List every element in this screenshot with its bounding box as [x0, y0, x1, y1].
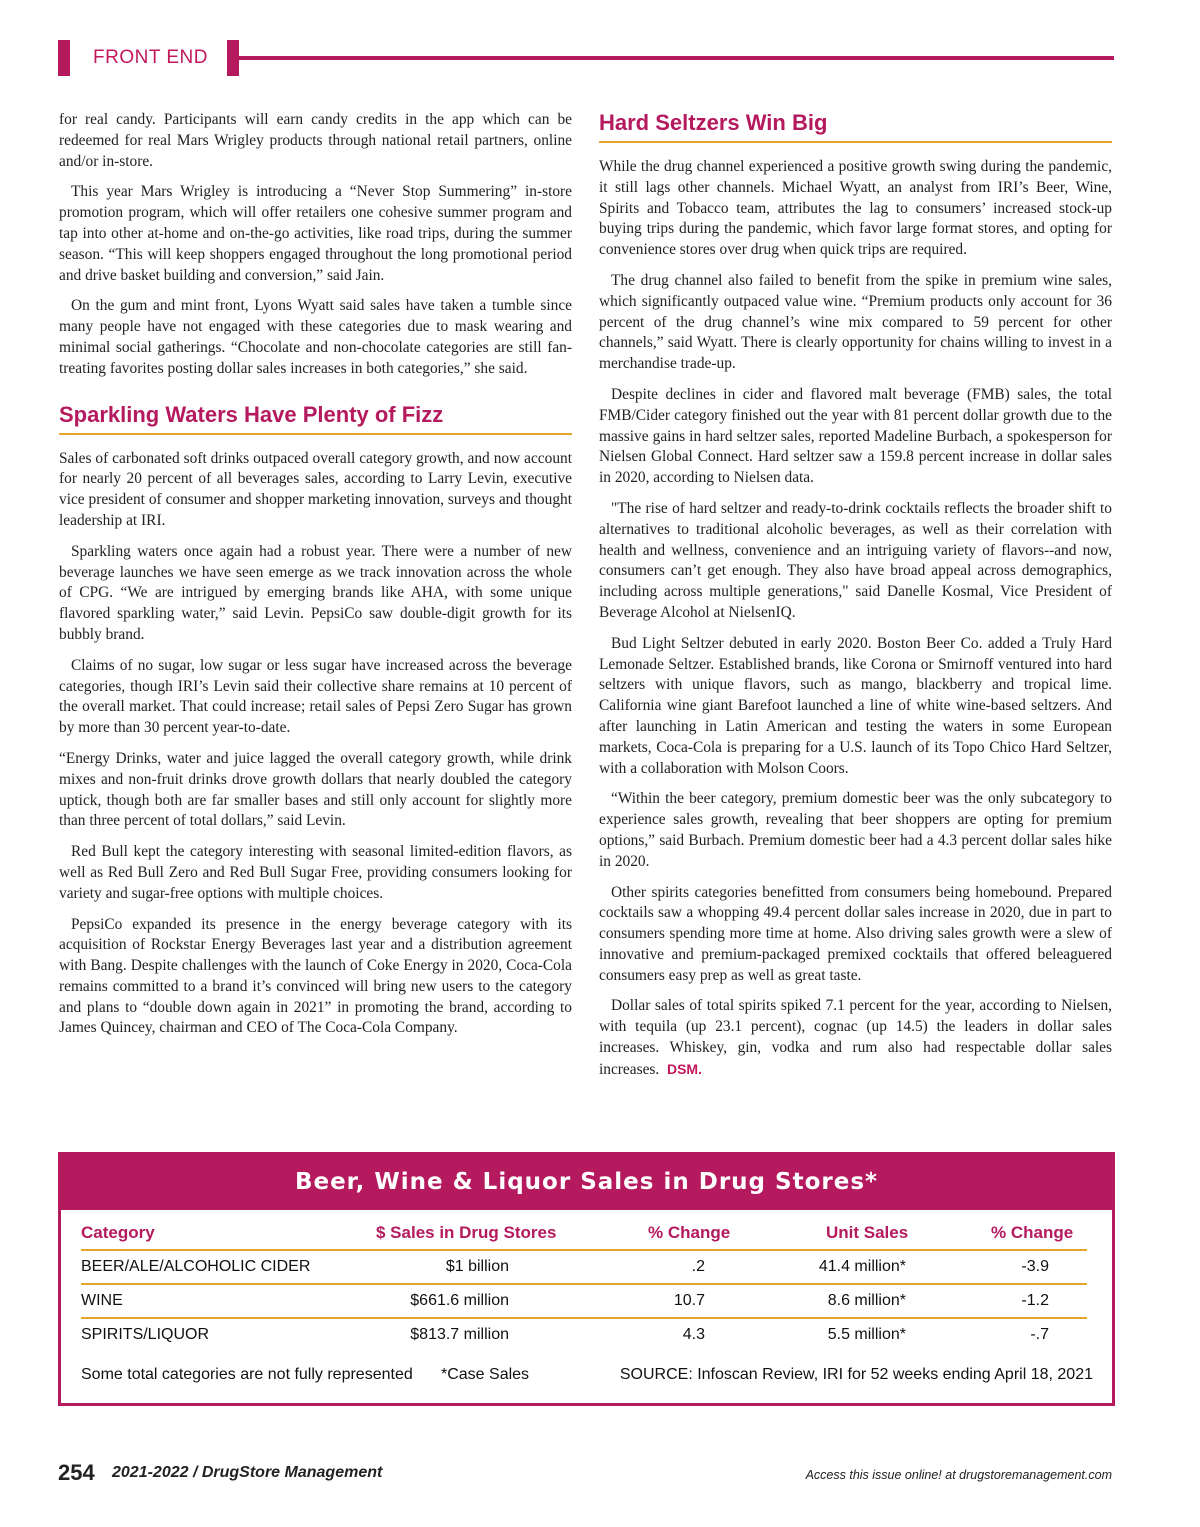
- body-paragraph: The drug channel also failed to benefit from the spike in premium wine sales, which significantly outpaced value wine. “Premium products only account for 36 percent of the drug channel’s wine mix compared to 59 percent for other channels,” said Wyatt. There is clearly opportunity for chains willing to invest in a merchandise trade-up.: [599, 271, 1112, 373]
- cell-dollar-sales: $661.6 million: [410, 1292, 509, 1309]
- body-paragraph: PepsiCo expanded its presence in the energy beverage category with its acquisition of Rockstar Energy Beverages last year and a distribution agreement with Bang. Despite challenges with the launch of Coke Energy in 2020, Coca-Cola remains committed to a brand it’s convinced will bring new users to the category and plans to “double down again in 2021” in promoting the brand, according to James Quincey, chairman and CEO of The Coca-Cola Company.: [59, 915, 572, 1037]
- col-header-category: Category: [81, 1223, 155, 1242]
- table-header-row: [81, 1215, 1087, 1251]
- publication-name: 2021-2022 / DrugStore Management: [112, 1464, 383, 1481]
- cell-dollar-sales: $813.7 million: [410, 1326, 509, 1343]
- body-paragraph: On the gum and mint front, Lyons Wyatt said sales have taken a tumble since many people have not engaged with these categories due to mask wearing and minimal social gatherings. “Chocolate and non-chocolate categories are still fan-treating favorites posting dollar sales increases in both categories,” she said.: [59, 297, 572, 377]
- left-column: [59, 110, 572, 1049]
- body-paragraph: “Within the beer category, premium domestic beer was the only subcategory to experience sales growth, revealing that beer shoppers are opting for premium options,” said Burbach. Premium domestic beer had a 4.3 percent dollar sales hike in 2020.: [599, 790, 1112, 870]
- body-paragraph: for real candy. Participants will earn candy credits in the app which can be redeemed for real Mars Wrigley products through national retail partners, online and/or in-store.: [59, 111, 572, 170]
- col-header-pct-change-units: % Change: [991, 1223, 1074, 1242]
- sales-table-box: [58, 1152, 1115, 1406]
- section-heading-hard-seltzers: Hard Seltzers Win Big: [599, 110, 1112, 143]
- header-accent-bar-left: [58, 40, 70, 76]
- table-source: SOURCE: Infoscan Review, IRI for 52 weeks ending April 18, 2021: [619, 1366, 1093, 1383]
- last-paragraph-text: Dollar sales of total spirits spiked 7.1 percent for the year, according to Nielsen, with tequila (up 23.1 percent), cognac (up 14.5) the leaders in dollar sales increases. Whiskey, gin, vodka and rum also had respectable dollar sales increases.: [599, 997, 1112, 1078]
- col-header-dollar-sales: $ Sales in Drug Stores: [376, 1223, 557, 1242]
- body-paragraph: This year Mars Wrigley is introducing a “Never Stop Summering” in-store promotion program, which will offer retailers one cohesive summer program and tap into other at-home and on-the-go activities, like road trips, during the summer season. “This will keep shoppers engaged throughout the long promotional period and drive basket building and conversion,” said Jain.: [59, 183, 572, 284]
- cell-pct-change-units: -.7: [1030, 1326, 1049, 1343]
- table-row: [81, 1251, 1087, 1285]
- cell-pct-change-sales: 4.3: [682, 1326, 705, 1343]
- cell-category: WINE: [81, 1292, 123, 1309]
- cell-pct-change-units: -3.9: [1021, 1258, 1049, 1275]
- footnote-not-represented: Some total categories are not fully represented: [81, 1366, 413, 1383]
- col-header-pct-change-sales: % Change: [648, 1223, 731, 1242]
- body-paragraph: Sparkling waters once again had a robust year. There were a number of new beverage launches we have seen emerge as we track innovation across the whole of CPG. “We are intrigued by emerging brands like AHA, with some unique flavored sparkling water,” said Levin. PepsiCo saw double-digit growth for its bubbly brand.: [59, 542, 572, 643]
- cell-category: BEER/ALE/ALCOHOLIC CIDER: [81, 1258, 311, 1275]
- cell-pct-change-sales: .2: [691, 1258, 705, 1275]
- body-paragraph: Other spirits categories benefitted from consumers being homebound. Prepared cocktails saw a whopping 49.4 percent dollar sales increase in 2020, due in part to consumers spending more time at home. Also driving sales growth were a slew of innovative and premium-packaged premixed cocktails that offered beleaguered consumers easy prep as well as great taste.: [599, 883, 1112, 984]
- access-online-note: Access this issue online! at drugstoremanagement.com: [805, 1468, 1112, 1482]
- body-paragraph: "The rise of hard seltzer and ready-to-drink cocktails reflects the broader shift to alternatives to traditional alcoholic beverages, as well as their correlation with health and wellness, convenience and an intriguing variety of flavors--and now, consumers can’t get enough. They also have broad appeal across demographics, including across multiple generations," said Danelle Kosmal, Vice President of Beverage Alcohol at NielsenIQ.: [599, 499, 1112, 621]
- cell-pct-change-units: -1.2: [1021, 1292, 1049, 1309]
- section-heading-sparkling-waters: Sparkling Waters Have Plenty of Fizz: [59, 402, 572, 435]
- dsm-end-mark: DSM.: [666, 1060, 702, 1077]
- footnote-case-sales: *Case Sales: [441, 1366, 530, 1383]
- table-row: [81, 1285, 1087, 1319]
- right-column: [599, 110, 1112, 1091]
- page-number: 254: [58, 1460, 95, 1485]
- body-paragraph-last: [599, 996, 1112, 1080]
- col-header-unit-sales: Unit Sales: [826, 1223, 909, 1242]
- body-paragraph: Sales of carbonated soft drinks outpaced overall category growth, and now account for nearly 20 percent of all beverages sales, according to Larry Levin, executive vice president of consumer and shopper marketing innovation, surveys and thought leadership at IRI.: [59, 449, 572, 529]
- body-paragraph: Red Bull kept the category interesting with seasonal limited-edition flavors, as well as Red Bull Zero and Red Bull Sugar Free, providing consumers looking for variety and sugar-free options with multiple choices.: [59, 843, 572, 902]
- header-accent-bar-right: [227, 40, 239, 76]
- table-title: Beer, Wine & Liquor Sales in Drug Stores*: [61, 1155, 1112, 1210]
- cell-unit-sales: 41.4 million*: [818, 1258, 906, 1275]
- cell-dollar-sales: $1 billion: [445, 1258, 509, 1275]
- body-paragraph: Bud Light Seltzer debuted in early 2020. Boston Beer Co. added a Truly Hard Lemonade Seltzer. Established brands, like Corona or Smirnoff ventured into hard seltzers with unique flavors, such as mango, blackberry and tropical lime. California wine giant Barefoot launched a line of white wine-based seltzers. And after launching in Latin American and testing the waters in some European markets, Coca-Cola is preparing for a U.S. launch of its Topo Chico Hard Seltzer, with a collaboration with Molson Coors.: [599, 634, 1112, 777]
- body-paragraph: Despite declines in cider and flavored malt beverage (FMB) sales, the total FMB/Cider category finished out the year with 81 percent dollar growth due to the massive gains in hard seltzer sales, reported Madeline Burbach, a spokesperson for Nielsen Global Connect. Hard seltzer saw a 159.8 percent increase in dollar sales in 2020, according to Nielsen data.: [599, 385, 1112, 487]
- body-paragraph: “Energy Drinks, water and juice lagged the overall category growth, while drink mixes and non-fruit drinks drove growth dollars that nearly doubled the category uptick, though both are far smaller bases and still only account for slightly more than three percent of total dollars,” said Levin.: [59, 749, 572, 830]
- body-paragraph: While the drug channel experienced a positive growth swing during the pandemic, it still lags other channels. Michael Wyatt, an analyst from IRI’s Beer, Wine, Spirits and Tobacco team, attributes the lag to consumers’ increased stock-up buying trips during the pandemic, which favor large format stores, and opting for convenience stores over drug when quick trips are required.: [599, 158, 1112, 259]
- cell-unit-sales: 8.6 million*: [827, 1292, 906, 1309]
- cell-unit-sales: 5.5 million*: [827, 1326, 906, 1343]
- body-paragraph: Claims of no sugar, low sugar or less sugar have increased across the beverage categories, though IRI’s Levin said their collective share remains at 10 percent of the overall market. That could increase; retail sales of Pepsi Zero Sugar has grown by more than 30 percent year-to-date.: [59, 656, 572, 737]
- table-row: [81, 1319, 1087, 1351]
- header-rule: [239, 56, 1114, 60]
- section-label: FRONT END: [93, 47, 208, 68]
- cell-pct-change-sales: 10.7: [673, 1292, 705, 1309]
- cell-category: SPIRITS/LIQUOR: [81, 1326, 210, 1343]
- sales-table: [81, 1215, 1087, 1351]
